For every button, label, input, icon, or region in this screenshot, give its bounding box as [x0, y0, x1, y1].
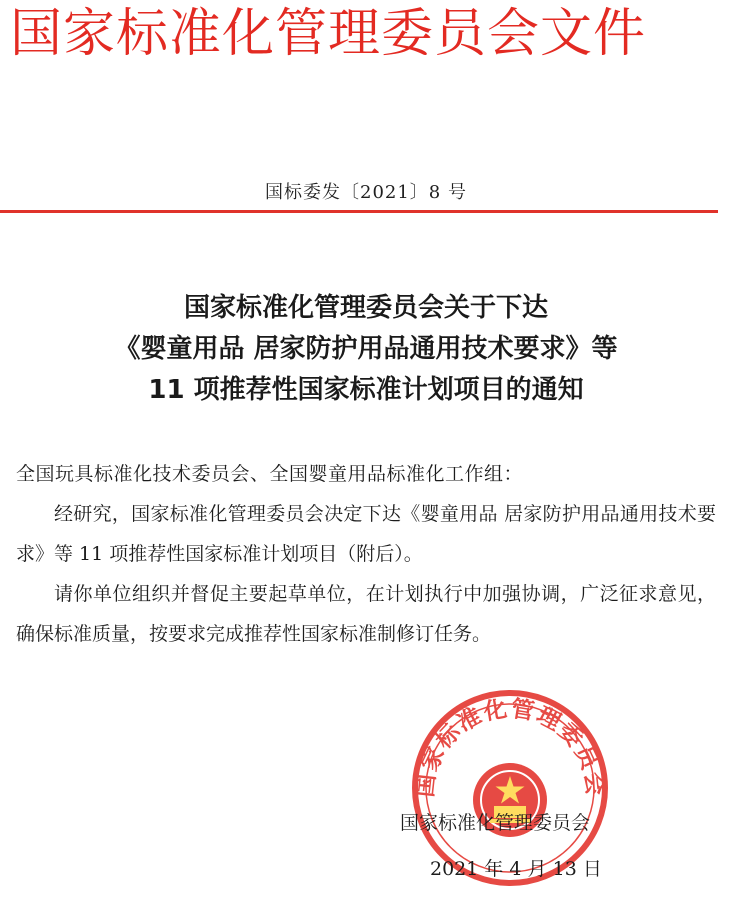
notice-title-line-3: 11 项推荐性国家标准计划项目的通知	[148, 375, 584, 405]
body-paragraph-1: 经研究，国家标准化管理委员会决定下达《婴童用品 居家防护用品通用技术要求》等 11 项推荐性国家标准计划项目（附后）。	[16, 503, 716, 565]
document-number: 国标委发〔2021〕8 号	[265, 182, 467, 203]
issue-date: 2021 年 4 月 13 日	[430, 858, 602, 880]
notice-body	[16, 454, 716, 654]
red-divider-line	[0, 210, 718, 213]
svg-text:国家标准化管理委员会: 国家标准化管理委员会	[412, 695, 608, 799]
notice-title-line-1: 国家标准化管理委员会关于下达	[183, 293, 548, 323]
document-header-title: 国家标准化管理委员会文件	[10, 4, 647, 64]
body-paragraph-2: 请你单位组织并督促主要起草单位，在计划执行中加强协调，广泛征求意见，确保标准质量，按要求完成推荐性国家标准制修订任务。	[16, 583, 716, 645]
notice-title	[0, 288, 732, 411]
issuer-signature: 国家标准化管理委员会	[400, 812, 591, 834]
addressee: 全国玩具标准化技术委员会、全国婴童用品标准化工作组：	[16, 463, 524, 485]
notice-title-line-2: 《婴童用品 居家防护用品通用技术要求》等	[114, 334, 618, 364]
